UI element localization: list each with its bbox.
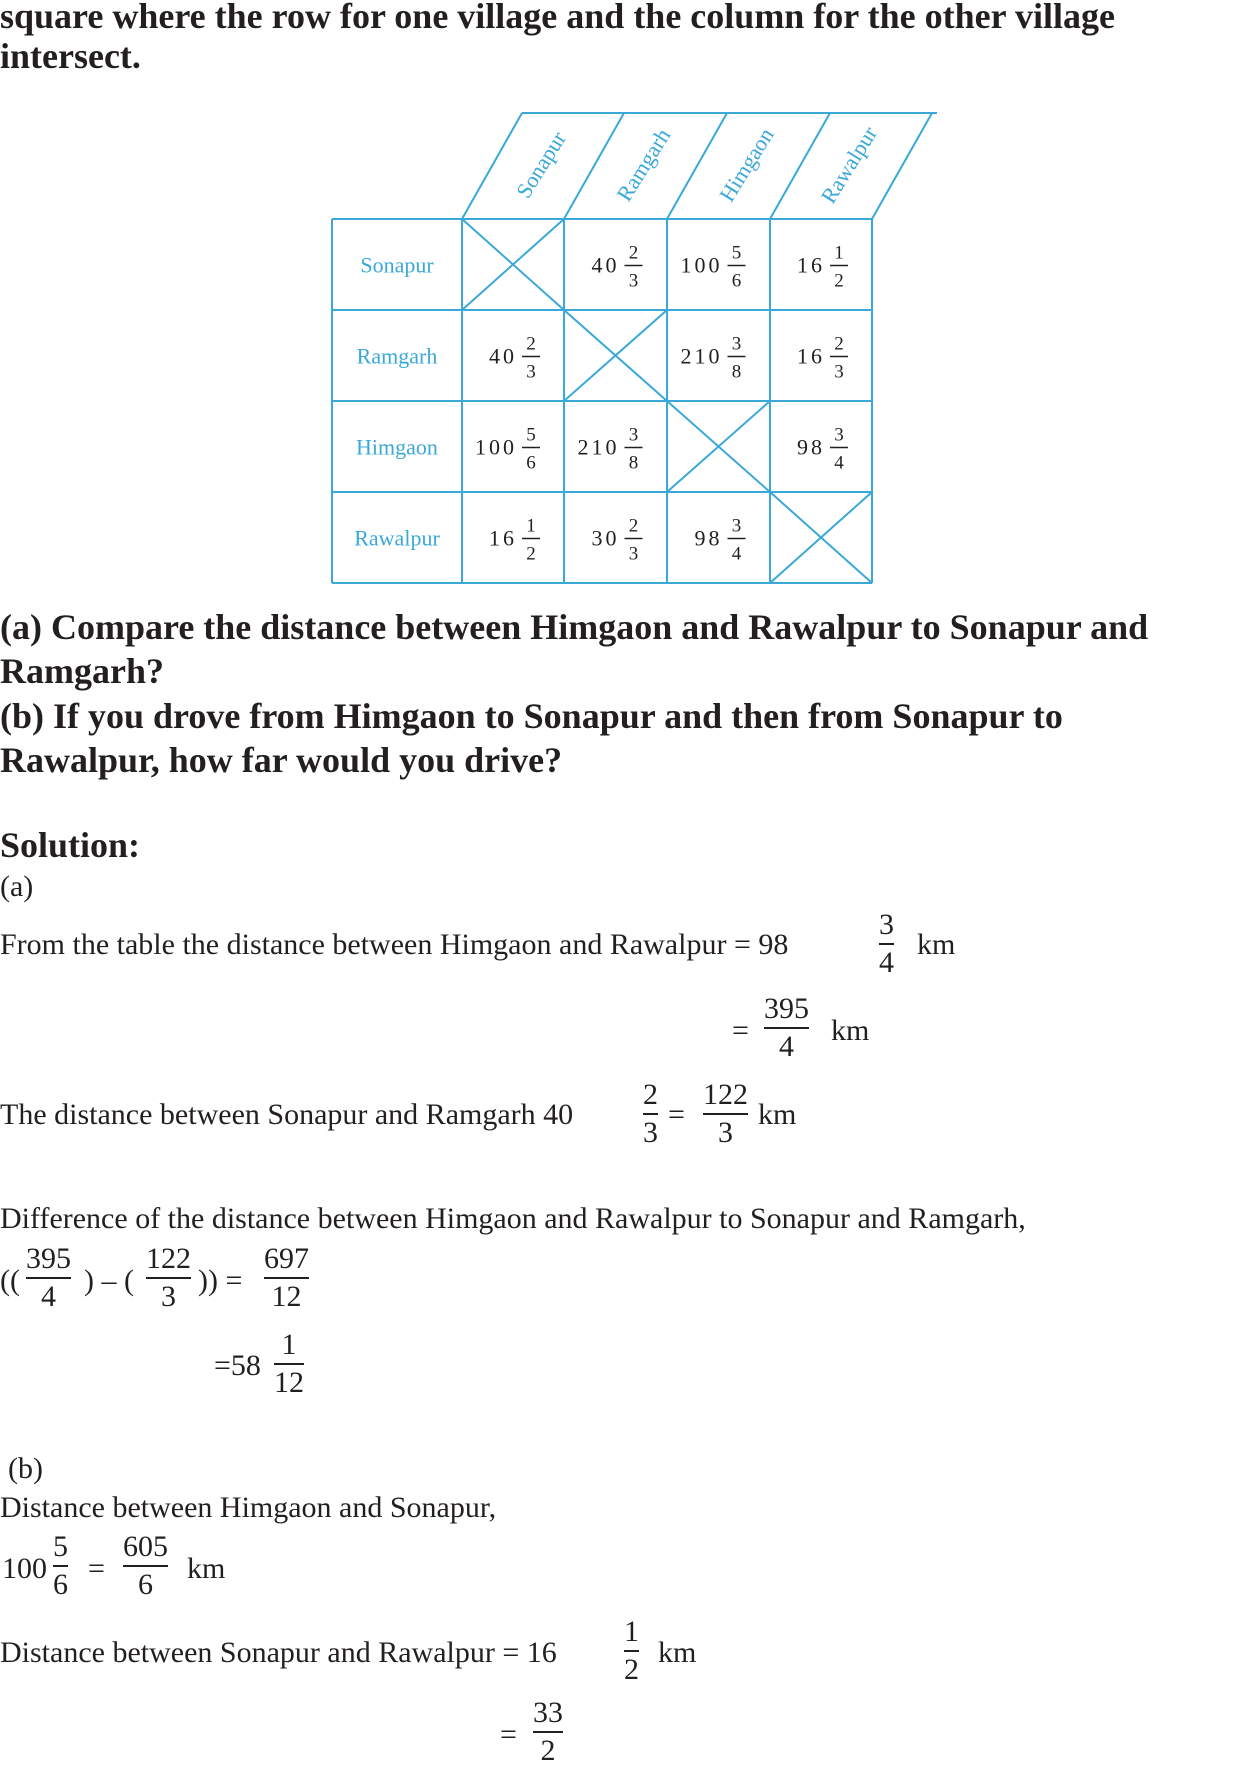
numerator: 122 bbox=[703, 1078, 748, 1111]
line3-text: The distance between Sonapur and Ramgarh 40 bbox=[0, 1098, 574, 1131]
question-b-line-1: (b) If you drove from Himgaon to Sonapur and then from Sonapur to bbox=[0, 696, 1063, 736]
table-cell bbox=[578, 425, 643, 474]
b-fraction-3 bbox=[624, 1617, 639, 1685]
line1-fraction bbox=[879, 910, 894, 978]
question-a-line-1: (a) Compare the distance between Himgaon and Rawalpur to Sonapur and bbox=[0, 607, 1149, 647]
cell-numerator: 2 bbox=[628, 242, 639, 264]
column-header-sonapur: Sonapur bbox=[510, 126, 571, 203]
header-slant-line bbox=[872, 113, 932, 219]
header-slant-line bbox=[564, 113, 624, 219]
cell-numerator: 2 bbox=[526, 333, 536, 355]
table-cell bbox=[489, 516, 540, 565]
cell-denominator: 6 bbox=[731, 270, 742, 292]
b-fraction-4 bbox=[533, 1698, 563, 1766]
line3-fraction-1 bbox=[643, 1080, 658, 1148]
numerator: 122 bbox=[146, 1242, 191, 1275]
denominator: 2 bbox=[540, 1734, 556, 1767]
diff-close-paren: )) = bbox=[198, 1264, 243, 1297]
diff-result-whole: =58 bbox=[214, 1349, 261, 1382]
cell-whole: 40 bbox=[489, 343, 517, 369]
diff-result-fraction bbox=[274, 1330, 304, 1398]
cell-numerator: 3 bbox=[834, 424, 844, 446]
numerator: 1 bbox=[624, 1615, 639, 1648]
denominator: 6 bbox=[53, 1568, 68, 1601]
cell-whole: 98 bbox=[797, 434, 825, 460]
intro-line-2: intersect. bbox=[0, 36, 141, 76]
line1-text: From the table the distance between Himgaon and Rawalpur = 98 bbox=[0, 928, 789, 961]
difference-text: Difference of the distance between Himgaon and Rawalpur to Sonapur and Ramgarh, bbox=[0, 1202, 1026, 1235]
table-cell bbox=[797, 334, 848, 383]
cell-denominator: 8 bbox=[628, 452, 639, 474]
question-b-line-2: Rawalpur, how far would you drive? bbox=[0, 740, 563, 780]
denominator: 12 bbox=[271, 1280, 302, 1313]
table-cell bbox=[681, 243, 746, 292]
table-cell bbox=[695, 516, 746, 565]
diff-fraction-2 bbox=[146, 1244, 191, 1312]
row-header-himgaon: Himgaon bbox=[356, 434, 438, 460]
diff-fraction-3 bbox=[264, 1244, 309, 1312]
numerator: 395 bbox=[764, 992, 809, 1025]
part-a-label: (a) bbox=[0, 870, 34, 903]
denominator: 3 bbox=[643, 1116, 658, 1149]
header-slant-line bbox=[770, 113, 830, 219]
cell-whole: 98 bbox=[694, 525, 723, 551]
cell-numerator: 2 bbox=[628, 515, 639, 537]
b-unit-2: km bbox=[658, 1636, 697, 1669]
b-text-2: Distance between Sonapur and Rawalpur = 16 bbox=[0, 1636, 557, 1669]
diff-open-paren: (( bbox=[0, 1264, 20, 1297]
b-unit-1: km bbox=[187, 1552, 226, 1585]
denominator: 4 bbox=[41, 1280, 56, 1313]
part-b-label: (b) bbox=[8, 1452, 43, 1485]
distance-table bbox=[0, 0, 1251, 600]
intro-line-1: square where the row for one village and the column for the other village bbox=[0, 0, 1115, 36]
numerator: 697 bbox=[264, 1242, 309, 1275]
cell-numerator: 5 bbox=[731, 242, 742, 264]
cell-whole: 210 bbox=[680, 343, 723, 369]
denominator: 6 bbox=[138, 1568, 153, 1601]
solution-heading: Solution: bbox=[0, 825, 141, 865]
numerator: 1 bbox=[281, 1328, 297, 1361]
cell-denominator: 6 bbox=[526, 452, 536, 474]
cell-whole: 30 bbox=[591, 525, 620, 551]
cell-denominator: 3 bbox=[628, 270, 639, 292]
line3-unit: km bbox=[758, 1098, 797, 1131]
denominator: 3 bbox=[161, 1280, 176, 1313]
cell-numerator: 3 bbox=[731, 333, 742, 355]
denominator: 12 bbox=[274, 1366, 304, 1399]
row-header-ramgarh: Ramgarh bbox=[356, 343, 438, 369]
b-equals-2: = bbox=[500, 1718, 517, 1751]
cell-denominator: 4 bbox=[834, 452, 844, 474]
b-text-1: Distance between Himgaon and Sonapur, bbox=[0, 1491, 497, 1524]
line3-equals: = bbox=[668, 1098, 685, 1131]
table-headers bbox=[354, 121, 882, 550]
numerator: 3 bbox=[879, 908, 894, 941]
cell-denominator: 3 bbox=[834, 361, 844, 383]
diff-fraction-1 bbox=[26, 1244, 71, 1312]
table-cell bbox=[681, 334, 746, 383]
line3-fraction-2 bbox=[703, 1080, 748, 1148]
cell-whole: 16 bbox=[489, 525, 517, 551]
cell-denominator: 3 bbox=[628, 543, 639, 565]
table-cell bbox=[592, 243, 643, 292]
cell-denominator: 2 bbox=[834, 270, 844, 292]
header-slant-line bbox=[462, 113, 522, 219]
cell-whole: 40 bbox=[591, 252, 620, 278]
cell-denominator: 8 bbox=[731, 361, 742, 383]
cell-numerator: 1 bbox=[526, 515, 536, 537]
cell-whole: 210 bbox=[577, 434, 620, 460]
cell-numerator: 1 bbox=[834, 242, 844, 264]
header-slant-line bbox=[667, 113, 727, 219]
cell-whole: 100 bbox=[680, 252, 723, 278]
b-fraction-2 bbox=[123, 1532, 168, 1600]
b-fraction-1 bbox=[53, 1532, 68, 1600]
row-header-sonapur: Sonapur bbox=[360, 252, 434, 278]
table-cell bbox=[797, 243, 848, 292]
cell-numerator: 5 bbox=[526, 424, 536, 446]
diff-minus: ) – ( bbox=[84, 1264, 134, 1297]
numerator: 33 bbox=[533, 1696, 563, 1729]
table-cell bbox=[489, 334, 540, 383]
cell-whole: 16 bbox=[797, 343, 825, 369]
column-header-himgaon: Himgaon bbox=[714, 123, 779, 207]
column-header-ramgarh: Ramgarh bbox=[611, 123, 676, 206]
numerator: 5 bbox=[53, 1530, 68, 1563]
denominator: 4 bbox=[779, 1030, 794, 1063]
line1-unit: km bbox=[917, 928, 956, 961]
numerator: 605 bbox=[123, 1530, 168, 1563]
denominator: 2 bbox=[624, 1653, 639, 1686]
cell-numerator: 3 bbox=[731, 515, 742, 537]
numerator: 2 bbox=[643, 1078, 658, 1111]
row-header-rawalpur: Rawalpur bbox=[354, 525, 440, 551]
table-cell bbox=[475, 425, 540, 474]
line2-equals: = bbox=[732, 1014, 749, 1047]
numerator: 395 bbox=[26, 1242, 71, 1275]
table-cell bbox=[592, 516, 643, 565]
cell-whole: 16 bbox=[797, 252, 825, 278]
denominator: 3 bbox=[718, 1116, 733, 1149]
cell-whole: 100 bbox=[475, 434, 517, 460]
denominator: 4 bbox=[879, 946, 894, 979]
question-a-line-2: Ramgarh? bbox=[0, 651, 164, 691]
line2-fraction bbox=[764, 994, 809, 1062]
cell-denominator: 3 bbox=[526, 361, 536, 383]
b-whole-1: 100 bbox=[2, 1552, 47, 1585]
cell-denominator: 2 bbox=[526, 543, 536, 565]
table-cell bbox=[797, 425, 848, 474]
column-header-rawalpur: Rawalpur bbox=[815, 121, 883, 208]
b-equals-1: = bbox=[88, 1552, 105, 1585]
cell-numerator: 3 bbox=[628, 424, 639, 446]
cell-denominator: 4 bbox=[731, 543, 742, 565]
cell-numerator: 2 bbox=[834, 333, 844, 355]
line2-unit: km bbox=[831, 1014, 870, 1047]
